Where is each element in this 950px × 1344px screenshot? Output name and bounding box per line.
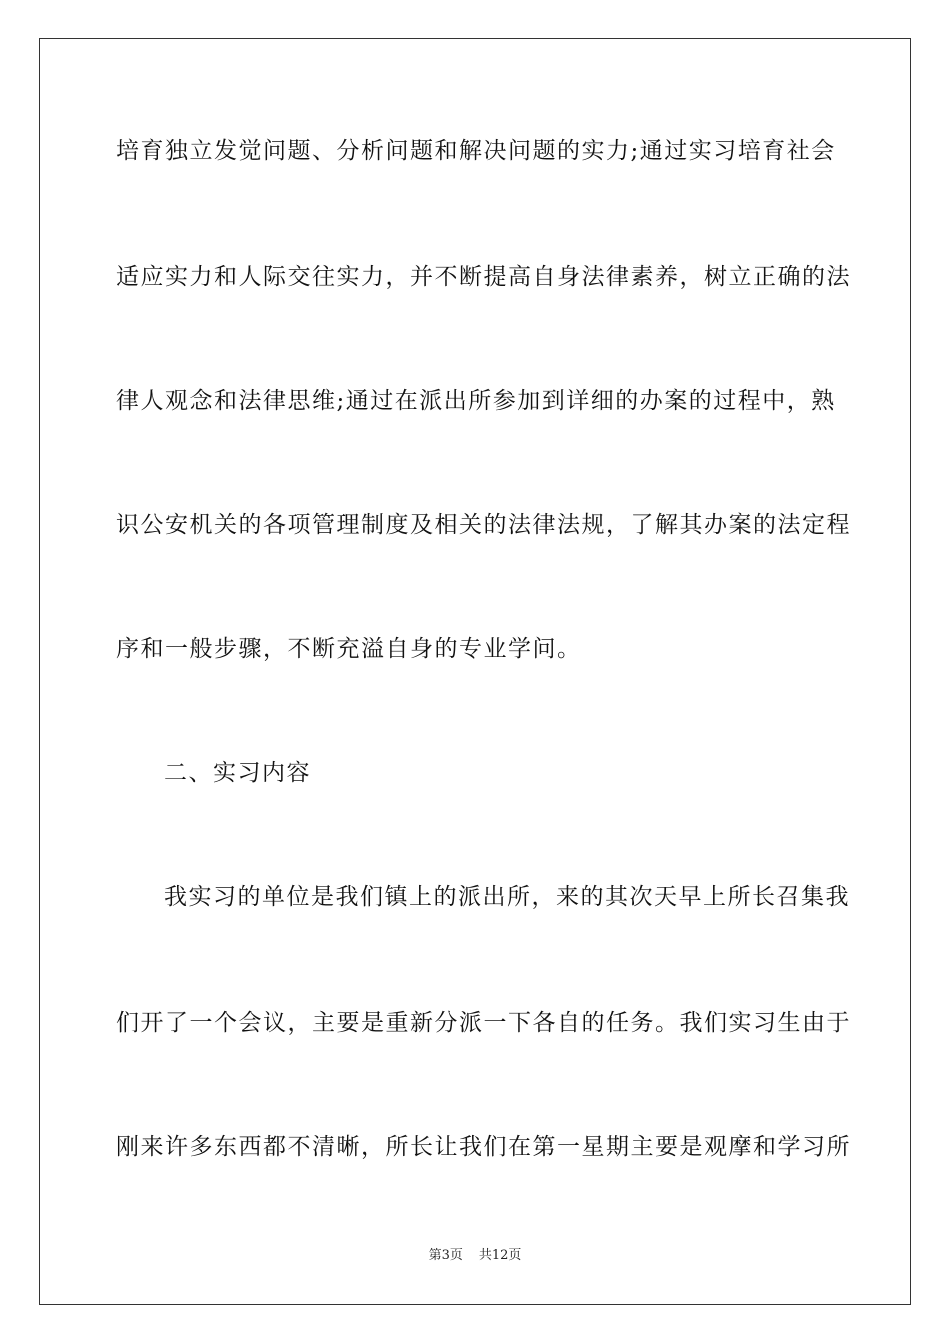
section-heading: 二、实习内容 [164,760,311,786]
body-line-8: 刚来许多东西都不清晰，所长让我们在第一星期主要是观摩和学习所 [116,1134,851,1160]
body-line-6: 我实习的单位是我们镇上的派出所，来的其次天早上所长召集我 [164,884,850,910]
body-line-3: 律人观念和法律思维;通过在派出所参加到详细的办案的过程中，熟 [116,388,836,414]
body-line-5: 序和一般步骤，不断充溢自身的专业学问。 [116,636,582,662]
page-total: 共12页 [478,1248,522,1263]
body-line-1: 培育独立发觉问题、分析问题和解决问题的实力;通过实习培育社会 [116,138,836,164]
body-line-2: 适应实力和人际交往实力，并不断提高自身法律素养，树立正确的法 [116,264,851,290]
page-number: 第3页 [428,1248,463,1263]
body-line-4: 识公安机关的各项管理制度及相关的法律法规，了解其办案的法定程 [116,512,851,538]
page-footer [0,1247,950,1265]
body-line-7: 们开了一个会议，主要是重新分派一下各自的任务。我们实习生由于 [116,1010,851,1036]
page-border [39,38,911,1305]
